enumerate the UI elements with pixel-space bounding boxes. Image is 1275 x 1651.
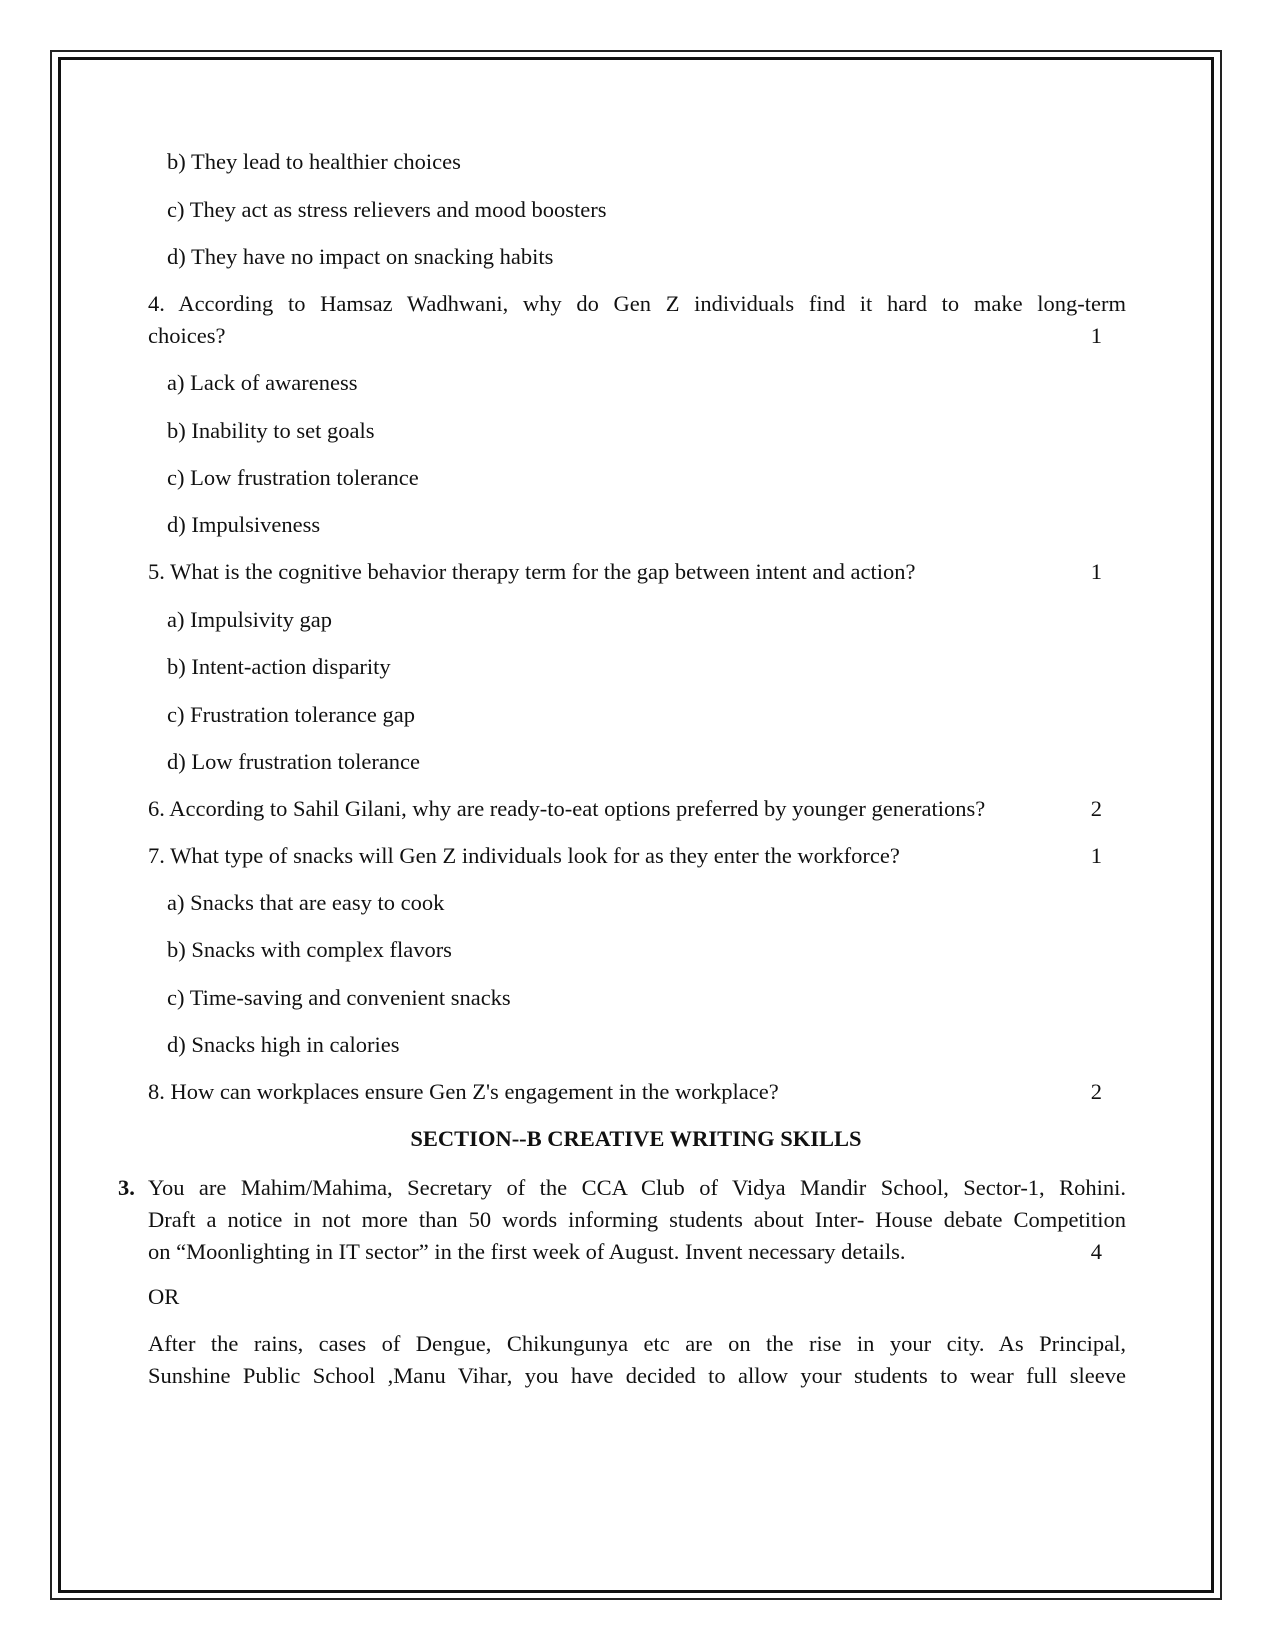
- q3b-line3: on “Moonlighting in IT sector” in the first week of August. Invent necessary details.: [148, 1239, 906, 1264]
- question-6: [148, 793, 1126, 825]
- question-5-marks: 1: [1090, 559, 1102, 584]
- question-4-line2: choices?: [148, 323, 226, 348]
- question-4-marks: 1: [1090, 323, 1102, 348]
- q4-option-b: b) Inability to set goals: [167, 418, 375, 443]
- question-6-marks: 2: [1090, 796, 1102, 821]
- section-b-question-number: 3.: [118, 1175, 135, 1200]
- section-b-question-3-alternative: [148, 1328, 1126, 1392]
- section-b-heading: SECTION--B CREATIVE WRITING SKILLS: [410, 1126, 862, 1151]
- q7-option-d: d) Snacks high in calories: [167, 1032, 400, 1057]
- question-7-marks: 1: [1090, 843, 1102, 868]
- question-8-text: 8. How can workplaces ensure Gen Z's engagement in the workplace?: [148, 1079, 779, 1104]
- q3b-marks: 4: [1090, 1239, 1102, 1264]
- q7-option-a: a) Snacks that are easy to cook: [167, 890, 445, 915]
- option-b: b) They lead to healthier choices: [167, 149, 461, 174]
- q4-option-d: d) Impulsiveness: [167, 512, 321, 537]
- q3b-alt-line1: After the rains, cases of Dengue, Chikungunya etc are on the rise in your city. As Principal,: [148, 1331, 1126, 1356]
- q5-option-a: a) Impulsivity gap: [167, 607, 332, 632]
- question-4: [148, 288, 1126, 352]
- question-8-marks: 2: [1090, 1079, 1102, 1104]
- q5-option-b: b) Intent-action disparity: [167, 654, 391, 679]
- q4-option-c: c) Low frustration tolerance: [167, 465, 419, 490]
- q4-option-a: a) Lack of awareness: [167, 370, 358, 395]
- question-5: [148, 556, 1126, 588]
- q7-option-c: c) Time-saving and convenient snacks: [167, 985, 511, 1010]
- q3b-line2: Draft a notice in not more than 50 words informing students about Inter- House debate Competition: [148, 1207, 1126, 1232]
- option-c: c) They act as stress relievers and mood boosters: [167, 197, 607, 222]
- section-b-question-3: [148, 1172, 1126, 1268]
- q3b-alt-line2: Sunshine Public School ,Manu Vihar, you have decided to allow your students to wear full sleeve: [148, 1363, 1126, 1388]
- question-6-text: 6. According to Sahil Gilani, why are ready-to-eat options preferred by younger generations?: [148, 796, 986, 821]
- or-separator: OR: [148, 1284, 180, 1309]
- question-4-line1: 4. According to Hamsaz Wadhwani, why do Gen Z individuals find it hard to make long-term: [148, 291, 1126, 316]
- question-8: [148, 1076, 1126, 1108]
- question-7-text: 7. What type of snacks will Gen Z individuals look for as they enter the workforce?: [148, 843, 900, 868]
- q5-option-d: d) Low frustration tolerance: [167, 749, 421, 774]
- option-d: d) They have no impact on snacking habits: [167, 244, 554, 269]
- question-7: [148, 840, 1126, 872]
- q7-option-b: b) Snacks with complex flavors: [167, 937, 452, 962]
- question-5-text: 5. What is the cognitive behavior therapy term for the gap between intent and action?: [148, 559, 916, 584]
- q5-option-c: c) Frustration tolerance gap: [167, 702, 416, 727]
- q3b-line1: You are Mahim/Mahima, Secretary of the CCA Club of Vidya Mandir School, Sector-1, Rohini.: [148, 1175, 1126, 1200]
